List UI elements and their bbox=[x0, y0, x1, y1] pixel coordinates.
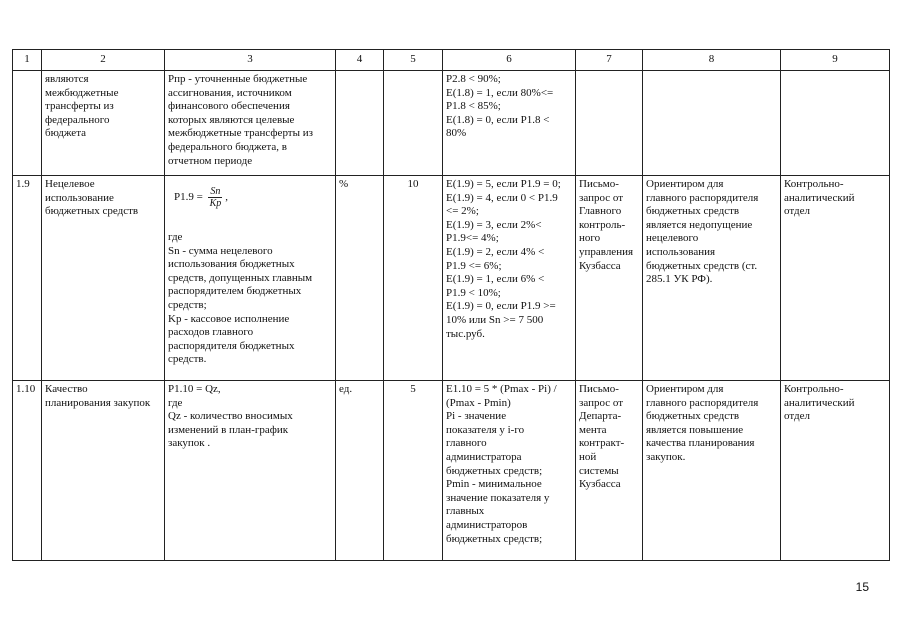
cell-formula: P1.9 = $\frac{Sn}{Kp}$ , где Sn - сумма нецелевого использования бюджетных средств, допущенных главным распорядителем бюджетных средств; Kp - кассовое исполнение расходов главного распорядителя бюджетных средств. bbox=[165, 176, 336, 381]
cell-indicator-name: Нецелевое использование бюджетных средств bbox=[42, 176, 165, 381]
cell-weight: 5 bbox=[384, 381, 443, 561]
cell-unit: % bbox=[336, 176, 384, 381]
cell-evaluation: E(1.9) = 5, если P1.9 = 0; E(1.9) = 4, если 0 < P1.9 <= 2%; E(1.9) = 3, если 2%< P1.9<= 4%; E(1.9) = 2, если 4% < P1.9 <= 6%; E(1.9) = 1, если 6% < P1.9 < 10%; E(1.9) = 0, если P1.9 >= 10% или Sn >= 7 500 тыс.руб. bbox=[443, 176, 576, 381]
cell-unit: ед. bbox=[336, 381, 384, 561]
cell-indicator-name: являются межбюджетные трансферты из федерального бюджета bbox=[42, 71, 165, 176]
cell-target: Ориентиром для главного распорядителя бюджетных средств является недопущение нецелевого использования бюджетных средств (ст. 285.1 УК РФ). bbox=[643, 176, 781, 381]
cell-formula: Рпр - уточненные бюджетные ассигнования, источником финансового обеспечения которых являются целевые межбюджетные трансферты из федерального бюджета, в отчетном периоде bbox=[165, 71, 336, 176]
cell-source bbox=[576, 71, 643, 176]
cell-number bbox=[13, 71, 42, 176]
table-row-1-9 bbox=[13, 176, 890, 381]
header-col-5: 5 bbox=[384, 50, 443, 71]
cell-target: Ориентиром для главного распорядителя бюджетных средств является повышение качества планирования закупок. bbox=[643, 381, 781, 561]
header-col-6: 6 bbox=[443, 50, 576, 71]
fraction: $\frac{Sn}{Kp}$ bbox=[209, 186, 222, 209]
cell-responsible: Контрольно- аналитический отдел bbox=[781, 176, 890, 381]
header-col-9: 9 bbox=[781, 50, 890, 71]
cell-responsible bbox=[781, 71, 890, 176]
header-col-4: 4 bbox=[336, 50, 384, 71]
cell-evaluation: E1.10 = 5 * (Pmax - Pi) / (Pmax - Pmin) Pi - значение показателя у i-го главного администратора бюджетных средств; Pmin - минимальное значение показателя у главных администраторов бюджетных средств; bbox=[443, 381, 576, 561]
cell-source: Письмо- запрос от Департа- мента контракт- ной системы Кузбасса bbox=[576, 381, 643, 561]
header-col-2: 2 bbox=[42, 50, 165, 71]
formula-p19: P1.9 = $\frac{Sn}{Kp}$ , bbox=[174, 186, 228, 209]
table-row-continuation bbox=[13, 71, 890, 176]
cell-weight bbox=[384, 71, 443, 176]
cell-responsible: Контрольно- аналитический отдел bbox=[781, 381, 890, 561]
cell-evaluation: P2.8 < 90%; E(1.8) = 1, если 80%<= P1.8 < 85%; E(1.8) = 0, если P1.8 < 80% bbox=[443, 71, 576, 176]
header-col-3: 3 bbox=[165, 50, 336, 71]
indicator-table bbox=[12, 49, 890, 561]
header-col-1: 1 bbox=[13, 50, 42, 71]
table-row-1-10 bbox=[13, 381, 890, 561]
page-number: 15 bbox=[855, 580, 869, 594]
table-header-row bbox=[13, 50, 890, 71]
cell-formula: P1.10 = Qz, где Qz - количество вносимых изменений в план-график закупок . bbox=[165, 381, 336, 561]
cell-indicator-name: Качество планирования закупок bbox=[42, 381, 165, 561]
header-col-7: 7 bbox=[576, 50, 643, 71]
cell-number: 1.9 bbox=[13, 176, 42, 381]
cell-weight: 10 bbox=[384, 176, 443, 381]
header-col-8: 8 bbox=[643, 50, 781, 71]
cell-source: Письмо- запрос от Главного контроль- ного управления Кузбасса bbox=[576, 176, 643, 381]
cell-target bbox=[643, 71, 781, 176]
cell-unit bbox=[336, 71, 384, 176]
cell-number: 1.10 bbox=[13, 381, 42, 561]
